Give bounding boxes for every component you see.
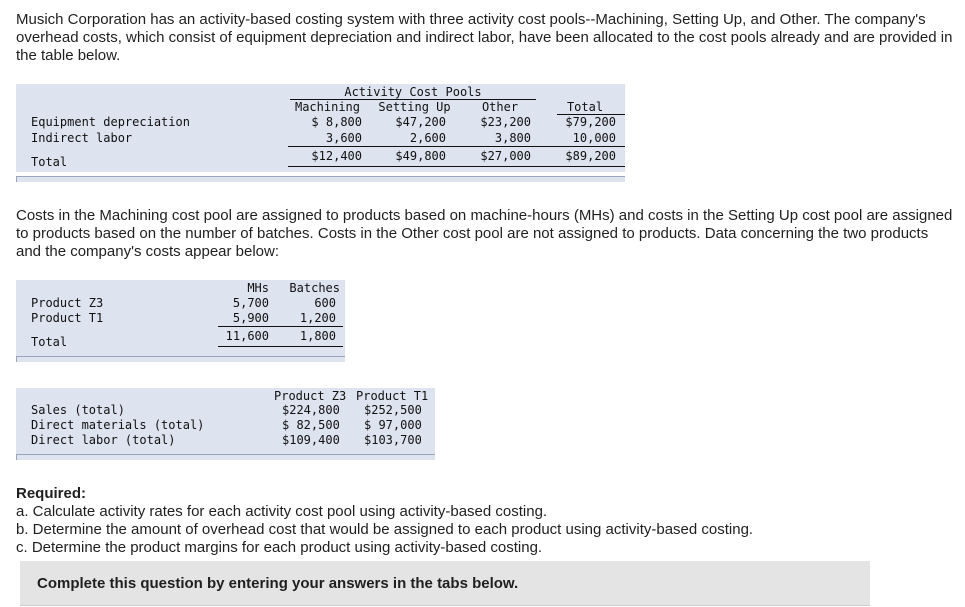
table-cell: $109,400: [282, 433, 340, 447]
row-label-sales: Sales (total): [31, 403, 125, 417]
cost-pools-group-header: Activity Cost Pools: [344, 85, 482, 99]
required-item-b: b. Determine the amount of overhead cost that would be assigned to each product using activity-based costing.: [16, 521, 754, 538]
table-cell: $252,500: [364, 403, 422, 417]
table-cell: $49,800: [395, 149, 446, 163]
row-label-total: Total: [31, 335, 68, 349]
table-cell: $ 97,000: [364, 418, 422, 432]
table-cell: $103,700: [364, 433, 422, 447]
table-cell: $79,200: [565, 115, 616, 129]
table-cell: $12,400: [311, 149, 362, 163]
table-cell: 2,600: [409, 131, 446, 145]
table-cell: $27,000: [480, 149, 531, 163]
table-cell: $23,200: [480, 115, 531, 129]
instruction-banner-text: Complete this question by entering your answers in the tabs below.: [37, 575, 519, 592]
col-header-batches: Batches: [289, 281, 340, 295]
table-cell: 600: [314, 296, 336, 310]
middle-paragraph: Costs in the Machining cost pool are assigned to products based on machine-hours (MHs) and costs in the Setting Up cost pool are assigned to products based on the number of batches. Costs in the Other cost pool are not assigned to products. Data concerning the two products and the company's costs appear below:: [16, 207, 953, 260]
col-header-total: Total: [566, 100, 604, 114]
row-label-direct-materials: Direct materials (total): [31, 418, 205, 432]
required-title: Required:: [16, 485, 87, 502]
table-cell: 3,600: [325, 131, 362, 145]
table-cell: 5,900: [232, 311, 269, 325]
col-header-product-t1: Product T1: [356, 389, 429, 403]
table-cell: $47,200: [395, 115, 446, 129]
col-header-mhs: MHs: [247, 281, 269, 295]
table-cell: $89,200: [565, 149, 616, 163]
row-label-direct-labor: Direct labor (total): [31, 433, 176, 447]
row-label-product-t1: Product T1: [31, 311, 104, 325]
col-header-product-z3: Product Z3: [274, 389, 347, 403]
table-cell: 3,800: [494, 131, 531, 145]
col-header-machining: Machining: [294, 100, 361, 114]
row-label-total: Total: [31, 155, 68, 169]
col-header-setting-up: Setting Up: [378, 100, 451, 114]
table-cell: 1,800: [299, 329, 336, 343]
table-cell: 11,600: [225, 329, 269, 343]
table-cell: 5,700: [232, 296, 269, 310]
table-cell: $ 8,800: [311, 115, 362, 129]
intro-paragraph: Musich Corporation has an activity-based costing system with three activity cost pools--Machining, Setting Up, and Other. The company's overhead costs, which consist of equipment depreciation and indirect labor, have been allocated to the cost pools already and are provided in the table below.: [16, 11, 953, 64]
row-label-indirect-labor: Indirect labor: [31, 131, 133, 145]
table-cell: 1,200: [299, 311, 336, 325]
table-cell: $ 82,500: [282, 418, 340, 432]
col-header-other: Other: [481, 100, 519, 114]
instruction-banner: [20, 561, 870, 606]
row-label-equipment-depreciation: Equipment depreciation: [31, 115, 190, 129]
required-item-a: a. Calculate activity rates for each activity cost pool using activity-based costing.: [16, 503, 548, 520]
row-label-product-z3: Product Z3: [31, 296, 104, 310]
table-cell: $224,800: [282, 403, 340, 417]
table-cell: 10,000: [572, 131, 616, 145]
required-item-c: c. Determine the product margins for each product using activity-based costing.: [16, 539, 543, 556]
